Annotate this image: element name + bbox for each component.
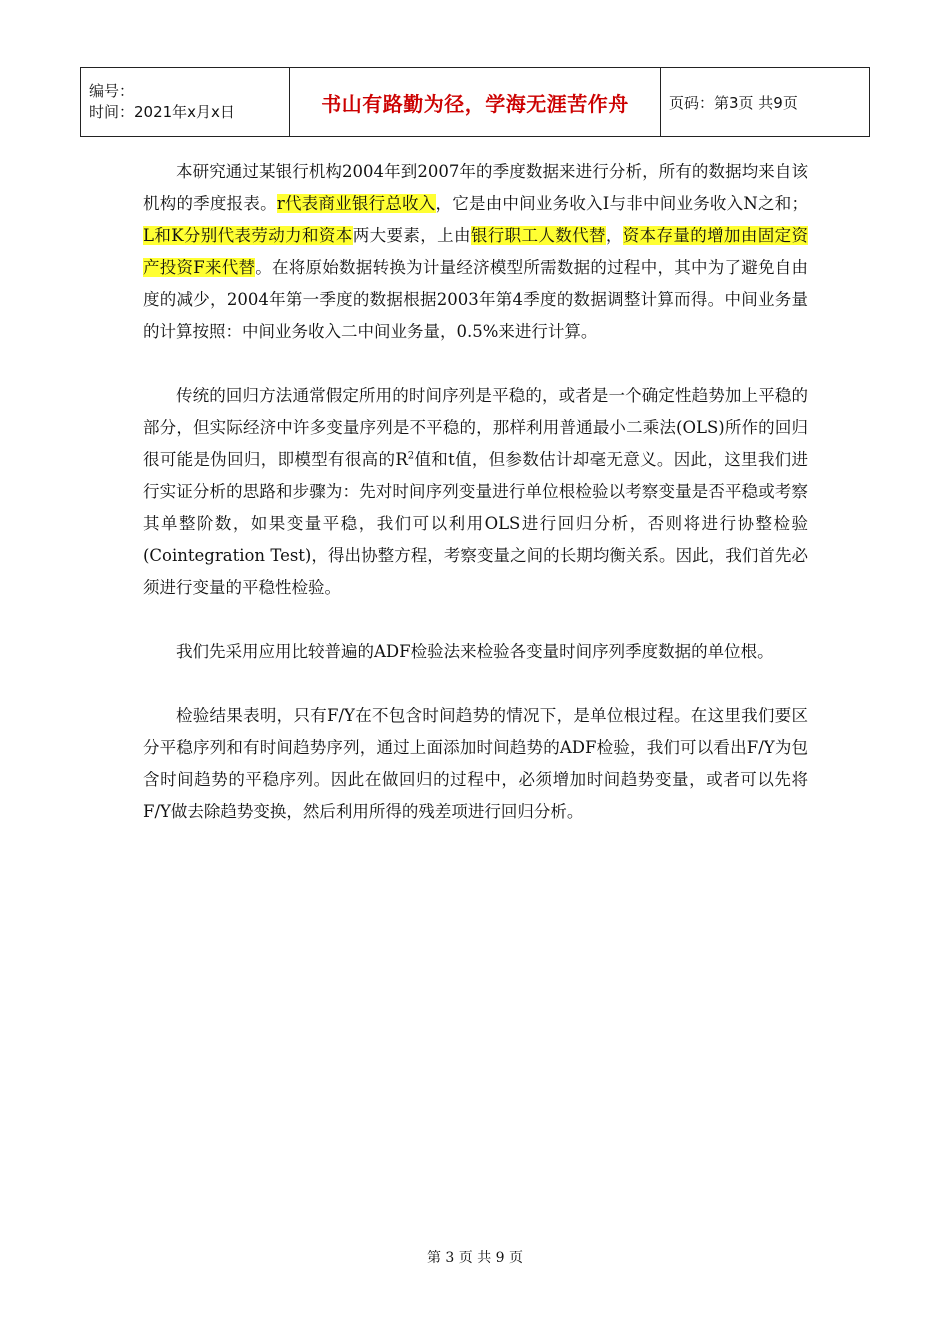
page-header bbox=[80, 67, 870, 137]
paragraph-3: 我们先采用应用比较普遍的ADF检验法来检验各变量时间序列季度数据的单位根。 bbox=[176, 642, 774, 661]
document-body bbox=[143, 156, 808, 860]
paragraph-4: 检验结果表明，只有F/Y在不包含时间趋势的情况下，是单位根过程。在这里我们要区分平稳序列和有时间趋势序列，通过上面添加时间趋势的ADF检验，我们可以看出F/Y为包含时间趋势的平稳序列。因此在做回归的过程中，必须增加时间趋势变量，或者可以先将F/Y做去除趋势变换，然后利用所得的残差项进行回归分析。 bbox=[143, 706, 808, 821]
highlight-labor-capital: L和K分别代表劳动力和资本 bbox=[143, 226, 353, 245]
paragraph-2: 传统的回归方法通常假定所用的时间序列是平稳的，或者是一个确定性趋势加上平稳的部分，但实际经济中许多变量序列是不平稳的，那样利用普通最小二乘法(OLS)所作的回归很可能是伪回归，即模型有很高的$R^2$值和t值，但参数估计却毫无意义。因此，这里我们进行实证分析的思路和步骤为：先对时间序列变量进行单位根检验以考察变量是否平稳或考察其单整阶数，如果变量平稳，我们可以利用OLS进行回归分析，否则将进行协整检验(Cointegration Test)，得出协整方程，考察变量之间的长期均衡关系。因此，我们首先必须进行变量的平稳性检验。 bbox=[143, 386, 808, 597]
superscript: 2 bbox=[407, 450, 415, 462]
highlight-capital-stock: 资本存量 bbox=[622, 226, 691, 245]
highlight-total-revenue: r代表商业银行总收入 bbox=[276, 194, 436, 213]
header-meta bbox=[81, 68, 290, 137]
highlight-staff-count: 银行职工人数代替 bbox=[470, 226, 606, 245]
document-date: 时间：2021年x月x日 bbox=[89, 103, 235, 121]
paragraph-1: 本研究通过某银行机构2004年到2007年的季度数据来进行分析，所有的数据均来自该机构的季度报表。r代表商业银行总收入，它是由中间业务收入I与非中间业务收入N之和；L和K分别代表劳动力和资本两大要素，上由银行职工人数代替，资本存量的增加由固定资产投资F来代替。在将原始数据转换为计量经济模型所需数据的过程中，其中为了避免自由度的减少，2004年第一季度的数据根据2003年第4季度的数据调整计算而得。中间业务量的计算按照：中间业务收入二中间业务量，0.5%来进行计算。 bbox=[143, 162, 809, 341]
document-number: 编号： bbox=[89, 82, 135, 100]
page-footer: 第 3 页 共 9 页 bbox=[426, 1250, 524, 1266]
header-motto: 书山有路勤为径，学海无涯苦作舟 bbox=[290, 68, 661, 137]
highlight-fixed-investment: 的增加由固定资产投资F来代替 bbox=[143, 226, 809, 277]
header-page-info: 页码：第3页 共9页 bbox=[661, 68, 870, 137]
